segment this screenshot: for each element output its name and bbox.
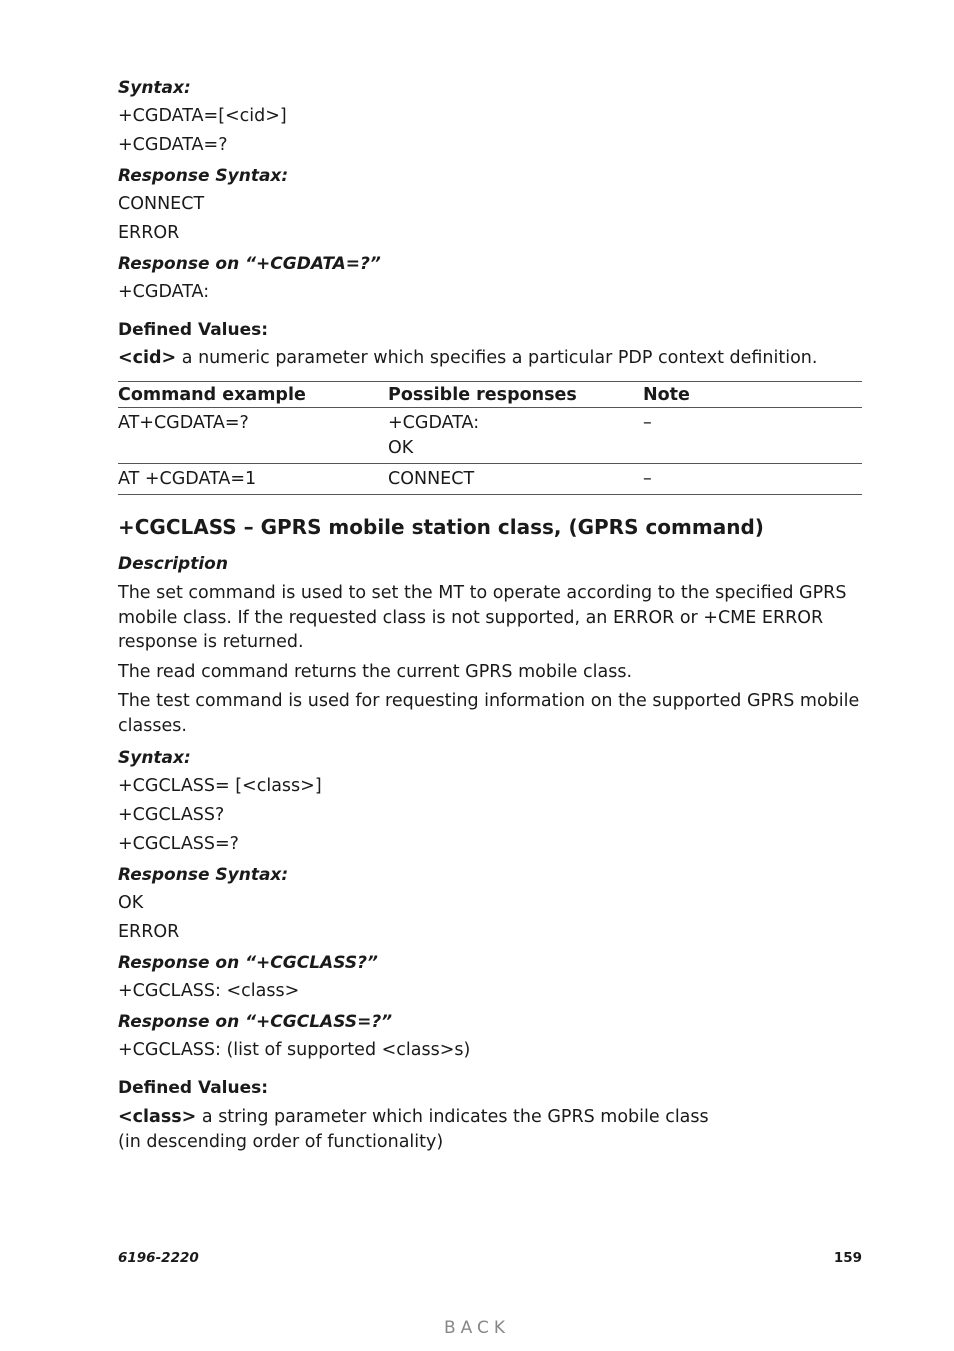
description-paragraph: The set command is used to set the MT to operate according to the specified GPRS mobile class. If the requested class is not supported, an ERROR or +CME ERROR response is returned. bbox=[118, 583, 847, 652]
table-cell-responses: CONNECT bbox=[388, 464, 643, 495]
table-cell-command: AT +CGDATA=1 bbox=[118, 464, 388, 495]
description-paragraph: The read command returns the current GPRS mobile class. bbox=[118, 661, 633, 682]
cgclass-defined-values-heading: Defined Values: bbox=[118, 1078, 269, 1098]
table-cell-note: – bbox=[643, 464, 862, 495]
page-footer bbox=[118, 1250, 862, 1266]
table-row bbox=[118, 464, 862, 495]
cgdata-cid-definition bbox=[118, 347, 862, 369]
cgclass-syntax-line: +CGCLASS=? bbox=[118, 834, 239, 854]
cgclass-response-line: ERROR bbox=[118, 922, 180, 942]
cgclass-response-test-heading: Response on “+CGCLASS=?” bbox=[118, 1012, 393, 1032]
cgdata-syntax-heading: Syntax: bbox=[118, 78, 191, 98]
cgdata-response-syntax-heading: Response Syntax: bbox=[118, 166, 289, 186]
table-header-note: Note bbox=[643, 382, 862, 408]
cid-description: a numeric parameter which specifies a particular PDP context definition. bbox=[176, 348, 818, 368]
document-number: 6196-2220 bbox=[118, 1250, 199, 1266]
table-header-responses: Possible responses bbox=[388, 382, 643, 408]
table-cell-responses bbox=[388, 408, 643, 464]
section-title: +CGCLASS – GPRS mobile station class, (GPRS command) bbox=[118, 515, 764, 539]
table-cell-command: AT+CGDATA=? bbox=[118, 408, 388, 464]
cgclass-response-read-heading: Response on “+CGCLASS?” bbox=[118, 953, 378, 973]
cgclass-class-definition bbox=[118, 1105, 862, 1154]
page-content bbox=[118, 78, 862, 1159]
cgclass-syntax-line: +CGCLASS= [<class>] bbox=[118, 776, 322, 796]
table-row bbox=[118, 408, 862, 464]
cgdata-response-line: ERROR bbox=[118, 223, 180, 243]
cgclass-response-syntax-heading: Response Syntax: bbox=[118, 865, 289, 885]
cgdata-syntax-line: +CGDATA=[<cid>] bbox=[118, 106, 287, 126]
cgclass-syntax-line: +CGCLASS? bbox=[118, 805, 225, 825]
table-header-command: Command example bbox=[118, 382, 388, 408]
page-number: 159 bbox=[833, 1250, 862, 1266]
response-line: OK bbox=[388, 438, 414, 458]
response-line: +CGDATA: bbox=[388, 413, 480, 433]
class-description: a string parameter which indicates the GPRS mobile class bbox=[196, 1107, 709, 1127]
class-description-continued: (in descending order of functionality) bbox=[118, 1131, 444, 1152]
command-example-table bbox=[118, 381, 862, 495]
cgclass-description-heading: Description bbox=[118, 554, 228, 574]
table-cell-note: – bbox=[643, 408, 862, 464]
back-link[interactable]: BACK bbox=[443, 1318, 510, 1338]
description-paragraph: The test command is used for requesting information on the supported GPRS mobile classes. bbox=[118, 691, 860, 736]
cgclass-response-test-value: +CGCLASS: (list of supported <class>s) bbox=[118, 1040, 471, 1060]
cgclass-response-read-value: +CGCLASS: <class> bbox=[118, 981, 300, 1001]
cgdata-syntax-line: +CGDATA=? bbox=[118, 135, 228, 155]
cgclass-syntax-heading: Syntax: bbox=[118, 748, 191, 768]
cgdata-response-line: CONNECT bbox=[118, 194, 205, 214]
class-term: <class> bbox=[118, 1107, 197, 1127]
cgdata-response-test-value: +CGDATA: bbox=[118, 282, 210, 302]
cgdata-response-test-heading: Response on “+CGDATA=?” bbox=[118, 254, 381, 274]
cid-term: <cid> bbox=[118, 348, 177, 368]
cgdata-defined-values-heading: Defined Values: bbox=[118, 320, 269, 340]
cgclass-response-line: OK bbox=[118, 893, 144, 913]
